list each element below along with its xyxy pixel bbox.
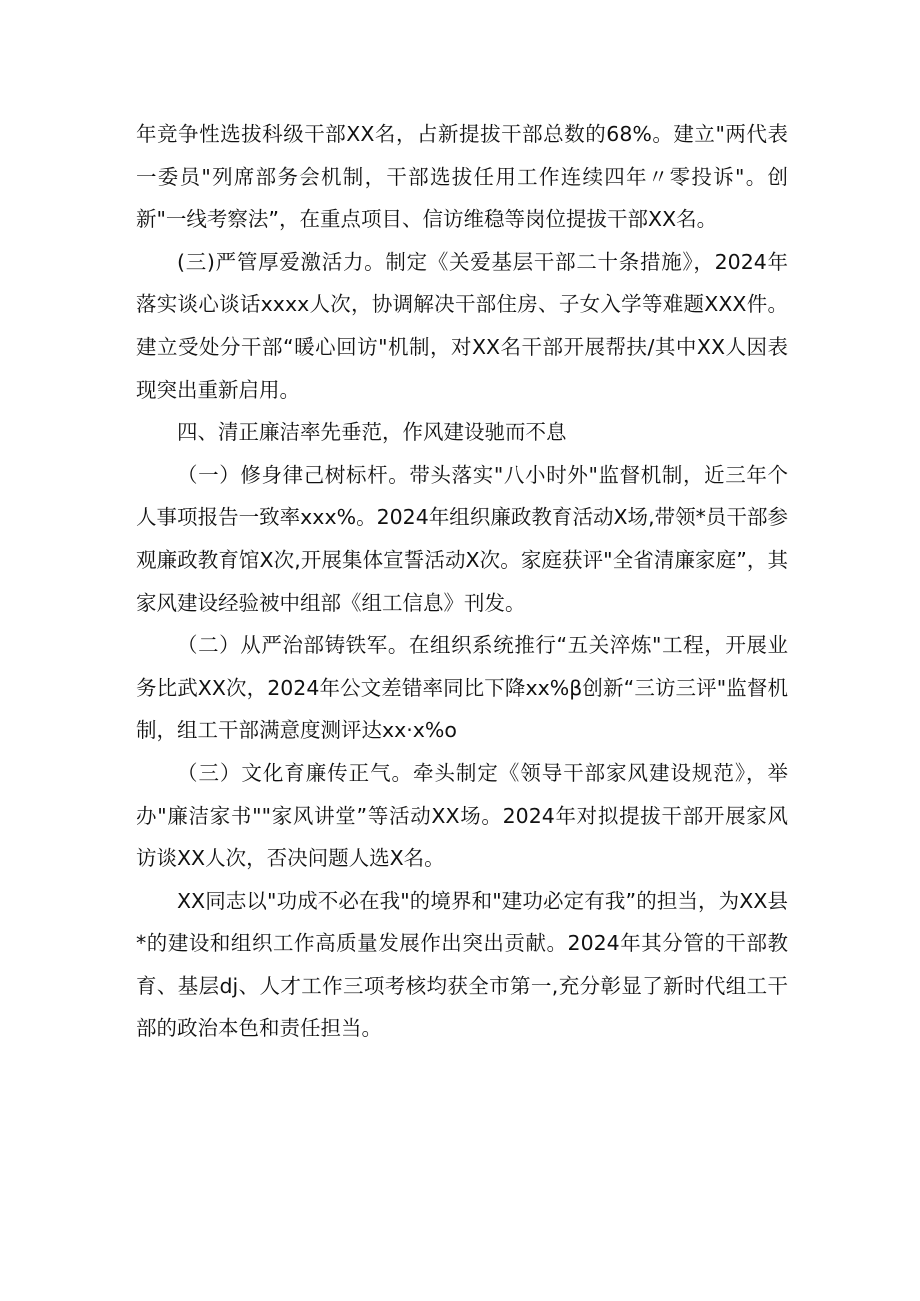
paragraph-self-discipline: （一）修身律己树标杆。带头落实"八小时外"监督机制，近三年个人事项报告一致率xxx%。2024年组织廉政教育活动X场,带领*员干部参观廉政教育馆X次,开展集体宣誓活动X次。家庭获评"全省清廉家庭”，其家风建设经验被中组部《组工信息》刊发。 <box>136 462 788 615</box>
document-body <box>136 113 788 1050</box>
paragraph-culture-integrity: （三）文化育廉传正气。牵头制定《领导干部家风建设规范》，举办"廉洁家书""家风讲堂”等活动XX场。2024年对拟提拔干部开展家风访谈XX人次，否决问题人选X名。 <box>136 760 788 871</box>
paragraph-strict-department: （二）从严治部铸铁军。在组织系统推行“五关淬炼"工程，开展业务比武XX次，2024年公文差错率同比下降xx%β创新“三访三评"监督机制，组工干部满意度测评达xx·x%o <box>136 633 788 743</box>
paragraph-strict-care: (三)严管厚爱激活力。制定《关爱基层干部二十条措施》，2024年落实谈心谈话xxxx人次，协调解决干部住房、子女入学等难题XXX件。建立受处分干部“暖心回访"机制，对XX名干部开展帮扶/其中XX人因表现突出重新启用。 <box>136 249 788 402</box>
paragraph-conclusion: XX同志以"功成不必在我"的境界和"建功必定有我”的担当，为XX县*的建设和组织工作高质量发展作出突出贡献。2024年其分管的干部教育、基层dj、人才工作三项考核均获全市第一,充分彰显了新时代组工干部的政治本色和责任担当。 <box>136 888 788 1041</box>
paragraph-continuation: 年竞争性选拔科级干部XX名，占新提拔干部总数的68%。建立"两代表一委员"列席部务会机制，干部选拔任用工作连续四年〃零投诉"。创新"一线考察法”，在重点项目、信访维稳等岗位提拔干部XX名。 <box>136 122 788 232</box>
section-heading-integrity: 四、清正廉洁率先垂范，作风建设驰而不息 <box>177 420 567 445</box>
